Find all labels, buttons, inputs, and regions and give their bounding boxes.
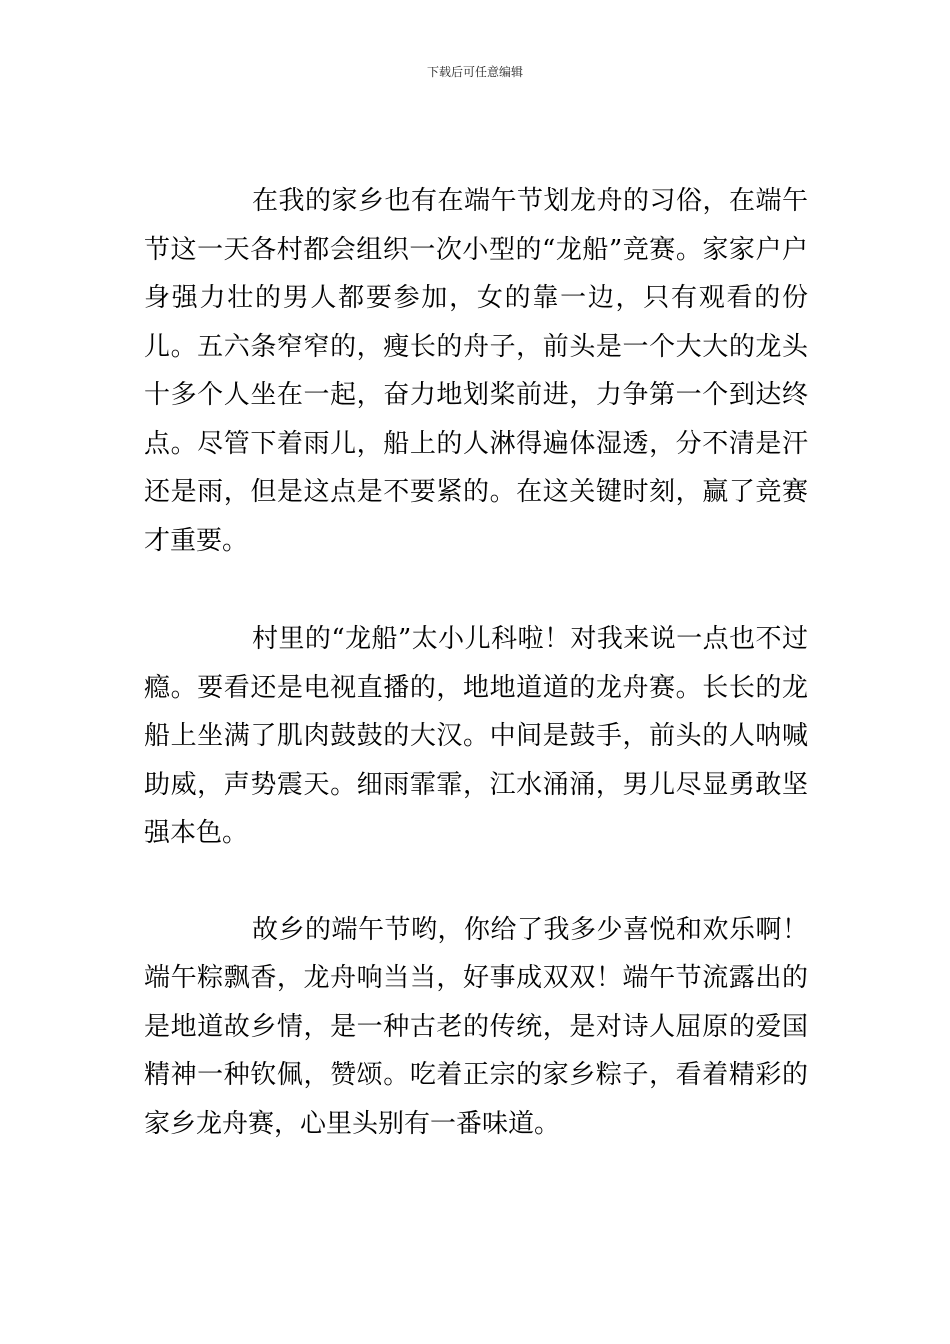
paragraph-spacer: [144, 565, 808, 615]
paragraph-spacer: [144, 858, 808, 906]
paragraph-3: 故乡的端午节哟，你给了我多少喜悦和欢乐啊！端午粽飘香，龙舟响当当，好事成双双！端午节流露出的是地道故乡情，是一种古老的传统，是对诗人屈原的爱国精神一种钦佩，赞颂。吃着正宗的家乡粽子，看着精彩的家乡龙舟赛，心里头别有一番味道。: [144, 914, 808, 1139]
header-note: 下载后可任意编辑: [426, 65, 523, 79]
paragraph-2: 村里的“龙船”太小儿科啦！对我来说一点也不过瘾。要看还是电视直播的，地地道道的龙舟赛。长长的龙船上坐满了肌肉鼓鼓的大汉。中间是鼓手，前头的人呐喊助威，声势震天。细雨霏霏，江水涌涌，男儿尽显勇敢坚强本色。: [144, 624, 808, 848]
document-body: [144, 177, 808, 1148]
paragraph-1: 在我的家乡也有在端午节划龙舟的习俗，在端午节这一天各村都会组织一次小型的“龙船”竞赛。家家户户身强力壮的男人都要参加，女的靠一边，只有观看的份儿。五六条窄窄的，瘦长的舟子，前头是一个大大的龙头十多个人坐在一起，奋力地划桨前进，力争第一个到达终点。尽管下着雨儿，船上的人淋得遍体湿透，分不清是汗还是雨，但是这点是不要紧的。在这关键时刻，赢了竞赛才重要。: [144, 186, 808, 556]
